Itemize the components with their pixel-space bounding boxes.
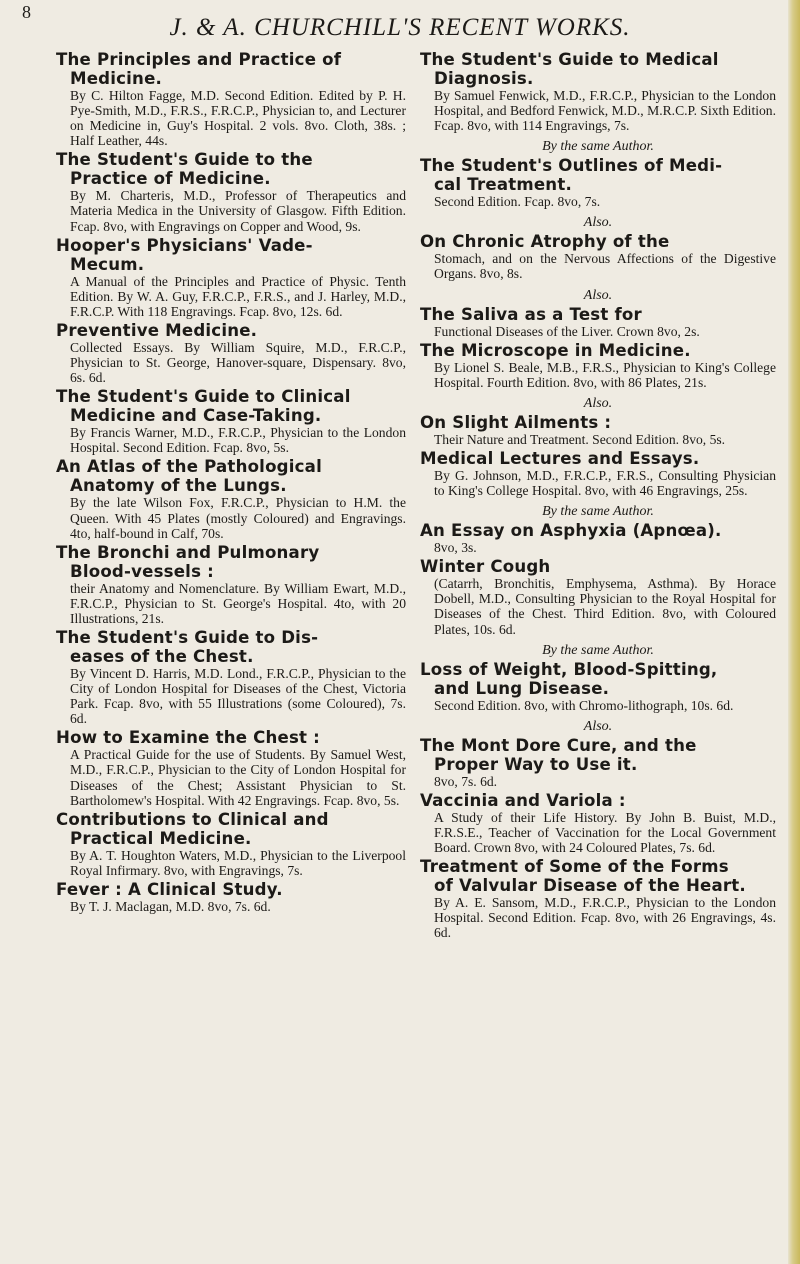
book-title: Vaccinia and Variola : <box>420 790 626 810</box>
book-entry <box>56 321 406 385</box>
left-column <box>56 50 406 916</box>
book-entry <box>420 857 776 940</box>
book-description: By Vincent D. Harris, M.D. Lond., F.R.C.P., Physician to the City of London Hospital for Diseases of the Chest, Victoria Park. Fcap. 8vo, with 55 Illustrations (some Coloured), 7s. 6d. <box>70 665 406 727</box>
book-description: By A. T. Houghton Waters, M.D., Physician to the Liverpool Royal Infirmary. 8vo, with Engravings, 7s. <box>70 847 406 878</box>
book-entry <box>420 341 776 390</box>
book-title: An Atlas of the Pathological <box>56 457 322 477</box>
book-entry <box>420 50 776 133</box>
book-title-continuation: Diagnosis. <box>434 69 534 88</box>
book-description: 8vo, 3s. <box>434 540 477 556</box>
book-title: Medical Lectures and Essays. <box>420 448 700 468</box>
book-description: By Samuel Fenwick, M.D., F.R.C.P., Physician to the London Hospital, and Bedford Fenwick, M.D., M.R.C.P. Sixth Edition. Fcap. 8vo, with 114 Engravings, 7s. <box>434 88 776 134</box>
book-title: On Chronic Atrophy of the <box>420 232 670 252</box>
book-description: Second Edition. 8vo, with Chromo-lithograph, 10s. 6d. <box>434 697 734 713</box>
book-entry <box>56 50 406 148</box>
book-title-continuation: of Valvular Disease of the Heart. <box>434 876 746 896</box>
author-marker: By the same Author. <box>542 504 654 520</box>
book-title-continuation: Medicine and Case-Taking. <box>70 406 322 426</box>
book-description: A Study of their Life History. By John B. Buist, M.D., F.R.S.E., Teacher of Vaccination for the Local Government Board. Crown 8vo, with 24 Coloured Plates, 7s. 6d. <box>434 809 776 855</box>
book-description: By A. E. Sansom, M.D., F.R.C.P., Physician to the London Hospital. Second Edition. Fcap. 8vo, with 26 Engravings, 4s. 6d. <box>434 895 776 941</box>
book-title: Preventive Medicine. <box>56 320 258 340</box>
book-entry <box>420 232 776 281</box>
book-description: their Anatomy and Nomenclature. By William Ewart, M.D., F.R.C.P., Physician to St. George's Hospital. 4to, with 20 Illustrations, 21s. <box>70 580 406 626</box>
book-title: The Mont Dore Cure, and the <box>420 735 697 755</box>
book-entry <box>56 880 406 914</box>
book-description: Second Edition. Fcap. 8vo, 7s. <box>434 194 601 210</box>
book-description: (Catarrh, Bronchitis, Emphysema, Asthma). By Horace Dobell, M.D., Consulting Physician to the Royal Hospital for Diseases of the Chest. Third Edition. 8vo, with Coloured Plates, 10s. 6d. <box>434 576 776 637</box>
book-description: By C. Hilton Fagge, M.D. Second Edition. Edited by P. H. Pye-Smith, M.D., F.R.S., F.R.C.P., Physician to, and Lecturer on Medicine in, Guy's Hospital. 2 vols. 8vo. Cloth, 38s. ; Half Leather, 44s. <box>70 88 406 149</box>
book-title: The Saliva as a Test for <box>420 304 642 324</box>
book-description: A Practical Guide for the use of Students. By Samuel West, M.D., F.R.C.P., Physician to the City of London Hospital for Diseases of the Chest; Assistant Physician to St. Bartholomew's Hospital. With 42 Engravings. Fcap. 8vo, 5s. <box>70 747 406 808</box>
book-entry <box>420 736 776 789</box>
book-title: Contributions to Clinical and <box>56 809 329 829</box>
book-entry <box>56 810 406 878</box>
book-entry <box>420 413 776 447</box>
book-description: By Lionel S. Beale, M.B., F.R.S., Physician to King's College Hospital. Fourth Edition. 8vo, with 86 Plates, 21s. <box>434 359 776 390</box>
author-marker: Also. <box>583 215 613 231</box>
book-entry <box>420 449 776 498</box>
book-title: The Microscope in Medicine. <box>420 340 691 360</box>
book-description: By the late Wilson Fox, F.R.C.P., Physician to H.M. the Queen. With 45 Plates (mostly Coloured) and Engravings. 4to, half-bound in Calf, 70s. <box>70 495 406 541</box>
book-entry <box>56 543 406 626</box>
right-column <box>420 50 776 942</box>
book-description: 8vo, 7s. 6d. <box>434 773 498 789</box>
book-title-continuation: Practice of Medicine. <box>70 169 271 189</box>
book-entry <box>56 728 406 807</box>
book-entry <box>420 521 776 555</box>
book-title: The Student's Guide to Dis- <box>56 627 319 647</box>
book-entry <box>56 150 406 233</box>
book-entry <box>420 156 776 209</box>
author-marker: Also. <box>583 395 613 411</box>
book-title: Hooper's Physicians' Vade- <box>56 235 313 255</box>
book-title: Treatment of Some of the Forms <box>420 857 729 877</box>
book-title: The Student's Guide to Medical <box>420 50 719 69</box>
book-title: The Principles and Practice of <box>56 50 342 69</box>
page-edge <box>788 0 800 1264</box>
book-title-continuation: and Lung Disease. <box>434 678 610 698</box>
book-entry <box>420 557 776 636</box>
book-description: Collected Essays. By William Squire, M.D., F.R.C.P., Physician to St. George, Hanover-square, Dispensary. 8vo, 6s. 6d. <box>70 339 406 386</box>
book-title-continuation: Blood-vessels : <box>70 561 214 581</box>
running-head: J. & A. CHURCHILL'S RECENT WORKS. <box>169 14 631 41</box>
page-number: 8 <box>22 2 31 22</box>
book-description: By G. Johnson, M.D., F.R.C.P., F.R.S., Consulting Physician to King's College Hospital. 8vo, with 46 Engravings, 25s. <box>434 467 776 499</box>
book-title: An Essay on Asphyxia (Apnœa). <box>420 521 722 541</box>
author-marker: By the same Author. <box>542 642 654 658</box>
book-description: A Manual of the Principles and Practice of Physic. Tenth Edition. By W. A. Guy, F.R.C.P., F.R.S., and J. Harley, M.D., F.R.C.P. With 118 Engravings. Fcap. 8vo, 12s. 6d. <box>70 273 406 319</box>
book-description: By M. Charteris, M.D., Professor of Therapeutics and Materia Medica in the University of Glasgow. Fifth Edition. Fcap. 8vo, with Engravings on Copper and Wood, 9s. <box>70 188 406 234</box>
book-title-continuation: Practical Medicine. <box>70 828 252 848</box>
book-title: On Slight Ailments : <box>420 412 612 432</box>
book-title: The Student's Guide to the <box>56 150 313 170</box>
book-title-continuation: Medicine. <box>70 69 163 88</box>
book-entry <box>56 387 406 455</box>
book-description: By T. J. Maclagan, M.D. 8vo, 7s. 6d. <box>70 898 271 914</box>
book-description: Stomach, and on the Nervous Affections of the Digestive Organs. 8vo, 8s. <box>434 251 776 282</box>
book-title: The Bronchi and Pulmonary <box>56 542 320 562</box>
book-title-continuation: eases of the Chest. <box>70 646 254 666</box>
author-marker: Also. <box>583 287 613 303</box>
book-title: How to Examine the Chest : <box>56 728 321 748</box>
book-entry <box>56 457 406 540</box>
book-title-continuation: Proper Way to Use it. <box>434 754 638 774</box>
book-entry <box>56 628 406 726</box>
author-marker: By the same Author. <box>542 139 654 155</box>
book-title: Loss of Weight, Blood-Spitting, <box>420 659 718 679</box>
author-marker: Also. <box>583 718 613 734</box>
book-entry <box>420 305 776 339</box>
book-description: Functional Diseases of the Liver. Crown 8vo, 2s. <box>434 323 700 339</box>
book-title: The Student's Guide to Clinical <box>56 387 351 407</box>
book-description: Their Nature and Treatment. Second Edition. 8vo, 5s. <box>434 431 726 447</box>
book-title: Winter Cough <box>420 557 551 577</box>
book-entry <box>56 236 406 319</box>
book-description: By Francis Warner, M.D., F.R.C.P., Physician to the London Hospital. Second Edition. Fcap. 8vo, 5s. <box>70 425 406 456</box>
book-title-continuation: Anatomy of the Lungs. <box>70 476 287 496</box>
book-entry <box>420 660 776 713</box>
book-title: Fever : A Clinical Study. <box>56 879 283 899</box>
book-title-continuation: cal Treatment. <box>434 175 572 195</box>
book-title-continuation: Mecum. <box>70 254 145 274</box>
book-entry <box>420 791 776 855</box>
book-title: The Student's Outlines of Medi- <box>420 156 723 176</box>
